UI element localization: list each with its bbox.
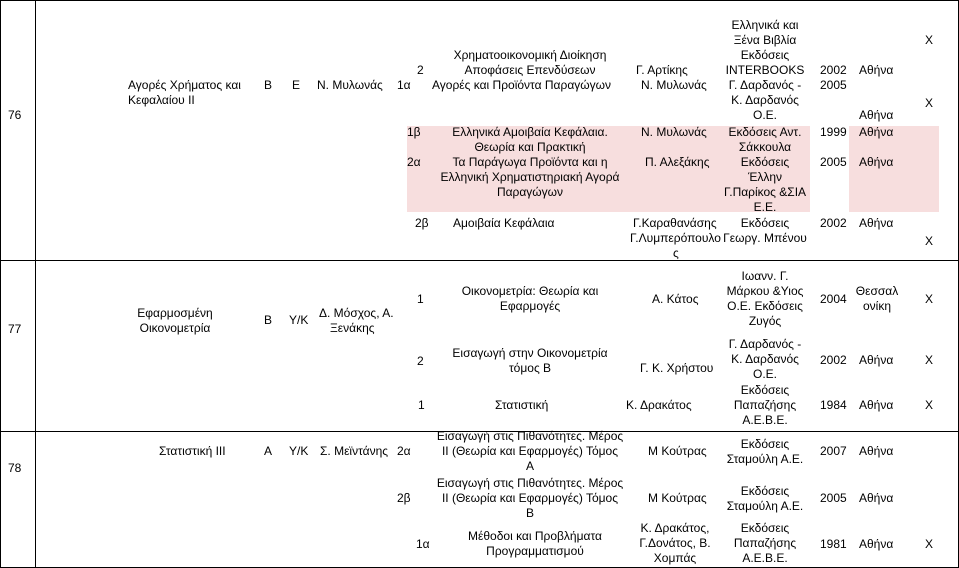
book-year: 1999 (820, 125, 847, 139)
book-publisher-line: Γ. Δαρδανός - (728, 78, 802, 92)
book-year: 2007 (820, 444, 847, 458)
row-number: 77 (8, 322, 22, 336)
book-publisher-line: Παπαζήσης (733, 536, 797, 550)
book-publisher-line: Σάκκουλα (738, 140, 792, 154)
book-title-line: Οικονομετρία: Θεωρία και (461, 284, 599, 298)
book-publisher-line: Εκδόσεις (740, 216, 790, 230)
book-year: 2004 (820, 292, 847, 306)
book-publisher-line: Κ. Δαρδανός (731, 352, 799, 366)
book-publisher-line: Εκδόσεις (740, 383, 790, 397)
book-publisher-line: Έλλην (747, 170, 783, 184)
book-year: 2002 (820, 353, 847, 367)
book-title-line: Μέθοδοι και Προβλήματα (468, 529, 602, 543)
book-author: Π. Αλεξάκης (645, 155, 710, 169)
book-author: Ν. Μυλωνάς (641, 125, 707, 139)
book-publisher-line: Παπαζήσης (733, 398, 797, 412)
book-city: Αθήνα (859, 125, 894, 139)
book-title-line: Αμοιβαία Κεφάλαια (453, 216, 555, 230)
book-publisher-line: Ζυγός (748, 314, 782, 328)
book-publisher-line: Εκδόσεις (740, 437, 790, 451)
course-type: Β (264, 78, 273, 92)
book-title-line: Εισαγωγή στις Πιθανότητες. Μέρος (436, 476, 624, 490)
book-publisher-line: Ξένα Βιβλία (733, 33, 797, 47)
book-publisher-line: Γ.Παρίκος &ΣΙΑ (723, 185, 807, 199)
book-city: Αθήνα (859, 491, 894, 505)
book-city: Αθήνα (859, 398, 894, 412)
course-name-line: Αγορές Χρήματος και (128, 78, 241, 92)
course-term: Υ/Κ (289, 444, 309, 458)
book-city: Αθήνα (859, 537, 894, 551)
book-title-line: Στατιστική (495, 398, 549, 412)
book-publisher-line: Ιωανν. Γ. (741, 269, 789, 283)
course-term: Υ/Κ (289, 313, 309, 327)
book-title-line: Β (525, 506, 534, 520)
book-mark: Χ (925, 96, 934, 110)
book-publisher-line: Ο.Ε. Εκδόσεις (727, 299, 803, 313)
book-publisher-line: Μάρκου &Υιος (726, 284, 804, 298)
book-title-line: Παραγώγων (496, 185, 564, 199)
book-title-line: Τα Παράγωγα Προϊόντα και η (452, 155, 608, 169)
book-publisher-line: Κ. Δαρδανός (731, 93, 799, 107)
book-mark: Χ (925, 234, 934, 248)
teacher: Σ. Μεϊντάνης (320, 444, 389, 458)
book-city: Αθήνα (859, 108, 894, 122)
book-title-line: Ελληνικά Αμοιβαία Κεφάλαια. (452, 125, 608, 139)
book-author: Γ. Αρτίκης (636, 63, 688, 77)
book-vol: 1 (417, 292, 424, 306)
course-name-line: Εφαρμοσμένη (137, 306, 213, 320)
course-type: Α (264, 444, 273, 458)
book-vol: 2 (417, 354, 424, 368)
course-type: Β (264, 313, 273, 327)
book-publisher-line: Ο.Ε. (752, 108, 777, 122)
book-author: ς (673, 246, 679, 260)
book-publisher-line: Α.Ε.Β.Ε. (742, 413, 788, 427)
book-title-line: Χρηματοοικονομική Διοίκηση (453, 48, 607, 62)
book-author: Γ.Δονάτος, Β. (639, 536, 711, 550)
book-title-line: Προγραμματισμού (486, 544, 584, 558)
book-vol: 1 (418, 398, 425, 412)
course-name-line: Κεφαλαίου ΙΙ (128, 93, 195, 107)
book-author: Α. Κάτος (652, 292, 699, 306)
book-author: Γ. Κ. Χρήστου (640, 361, 714, 375)
book-city: Αθήνα (859, 155, 894, 169)
teacher: Ν. Μυλωνάς (317, 78, 383, 92)
book-publisher-line: Εκδόσεις (740, 521, 790, 535)
book-vol: 1α (397, 78, 411, 92)
course-name-line: Οικονομετρία (139, 321, 211, 335)
book-mark: Χ (925, 537, 934, 551)
book-year: 1984 (820, 398, 847, 412)
book-title-line: Εισαγωγή στις Πιθανότητες. Μέρος (436, 429, 624, 443)
book-publisher-line: Εκδόσεις (740, 155, 790, 169)
book-title-line: Α (525, 459, 534, 473)
book-title-line: Αγορές και Προϊόντα Παραγώγων (432, 78, 611, 92)
teacher-line: Ξενάκης (330, 321, 375, 335)
book-author: Γ.Καραθανάσης (633, 216, 717, 230)
book-author: Μ Κούτρας (648, 491, 707, 505)
row-number: 76 (8, 108, 22, 122)
book-title-line: Εισαγωγή στην Οικονομετρία (452, 346, 608, 360)
book-author: Γ.Λυμπερόπουλο (630, 231, 721, 245)
book-publisher-line: Σταμούλη Α.Ε. (726, 499, 804, 513)
book-publisher-line: Εκδόσεις Αντ. (728, 125, 802, 139)
book-year: 2005 (820, 155, 847, 169)
book-year: 2005 (820, 78, 847, 92)
book-publisher-line: Γ. Δαρδανός - (728, 337, 802, 351)
book-city: Αθήνα (859, 444, 894, 458)
book-publisher-line: Εκδόσεις (740, 48, 790, 62)
course-term: Ε (292, 78, 301, 92)
book-year: 2002 (820, 63, 847, 77)
book-author: Χομπάς (653, 551, 697, 565)
book-author: Κ. Δρακάτος, (640, 521, 710, 535)
book-city: Αθήνα (859, 216, 894, 230)
book-city: Αθήνα (859, 63, 894, 77)
book-title-line: Αποφάσεις Επενδύσεων (464, 63, 596, 77)
book-publisher-line: Γεωργ. Μπένου (723, 231, 807, 245)
book-vol: 1β (407, 125, 421, 139)
course-name-line: Στατιστική ΙΙΙ (159, 444, 226, 458)
book-city-line: Θεσσαλ (855, 284, 899, 298)
book-author: Ν. Μυλωνάς (641, 78, 707, 92)
book-vol: 2α (407, 155, 421, 169)
book-vol: 2β (415, 216, 429, 230)
book-year: 2005 (820, 491, 847, 505)
book-title-line: τόμος Β (508, 361, 552, 375)
book-vol: 1α (416, 537, 430, 551)
book-publisher-line: Ο.Ε. (752, 367, 777, 381)
book-year: 1981 (820, 537, 847, 551)
book-title-line: ΙΙ (Θεωρία και Εφαρμογές) Τόμος (441, 444, 619, 458)
book-publisher-line: Ελληνικά και (731, 18, 799, 32)
teacher-line: Δ. Μόσχος, Α. (319, 306, 394, 320)
book-vol: 2 (417, 63, 424, 77)
book-author: Κ. Δρακάτος (626, 398, 692, 412)
book-city: Αθήνα (859, 353, 894, 367)
book-city-line: ονίκη (862, 299, 891, 313)
book-publisher-line: Α.Ε.Β.Ε. (742, 551, 788, 565)
book-title-line: Εφαρμογές (499, 299, 561, 313)
book-publisher-line: INTERBOOKS (725, 63, 805, 77)
book-mark: Χ (925, 353, 934, 367)
book-author: Μ Κούτρας (648, 444, 707, 458)
book-title-line: ΙΙ (Θεωρία και Εφαρμογές) Τόμος (441, 491, 619, 505)
book-mark: Χ (925, 33, 934, 47)
book-publisher-line: Σταμούλη Α.Ε. (726, 452, 804, 466)
book-title-line: Ελληνική Χρηματιστηριακή Αγορά (440, 170, 620, 184)
book-title-line: Θεωρία και Πρακτική (474, 140, 586, 154)
book-publisher-line: Ε.Ε. (753, 200, 777, 214)
book-year: 2002 (820, 216, 847, 230)
row-number: 78 (8, 461, 22, 475)
book-vol: 2β (397, 491, 411, 505)
book-vol: 2α (397, 444, 411, 458)
book-mark: Χ (925, 398, 934, 412)
book-publisher-line: Εκδόσεις (740, 484, 790, 498)
book-mark: Χ (925, 292, 934, 306)
